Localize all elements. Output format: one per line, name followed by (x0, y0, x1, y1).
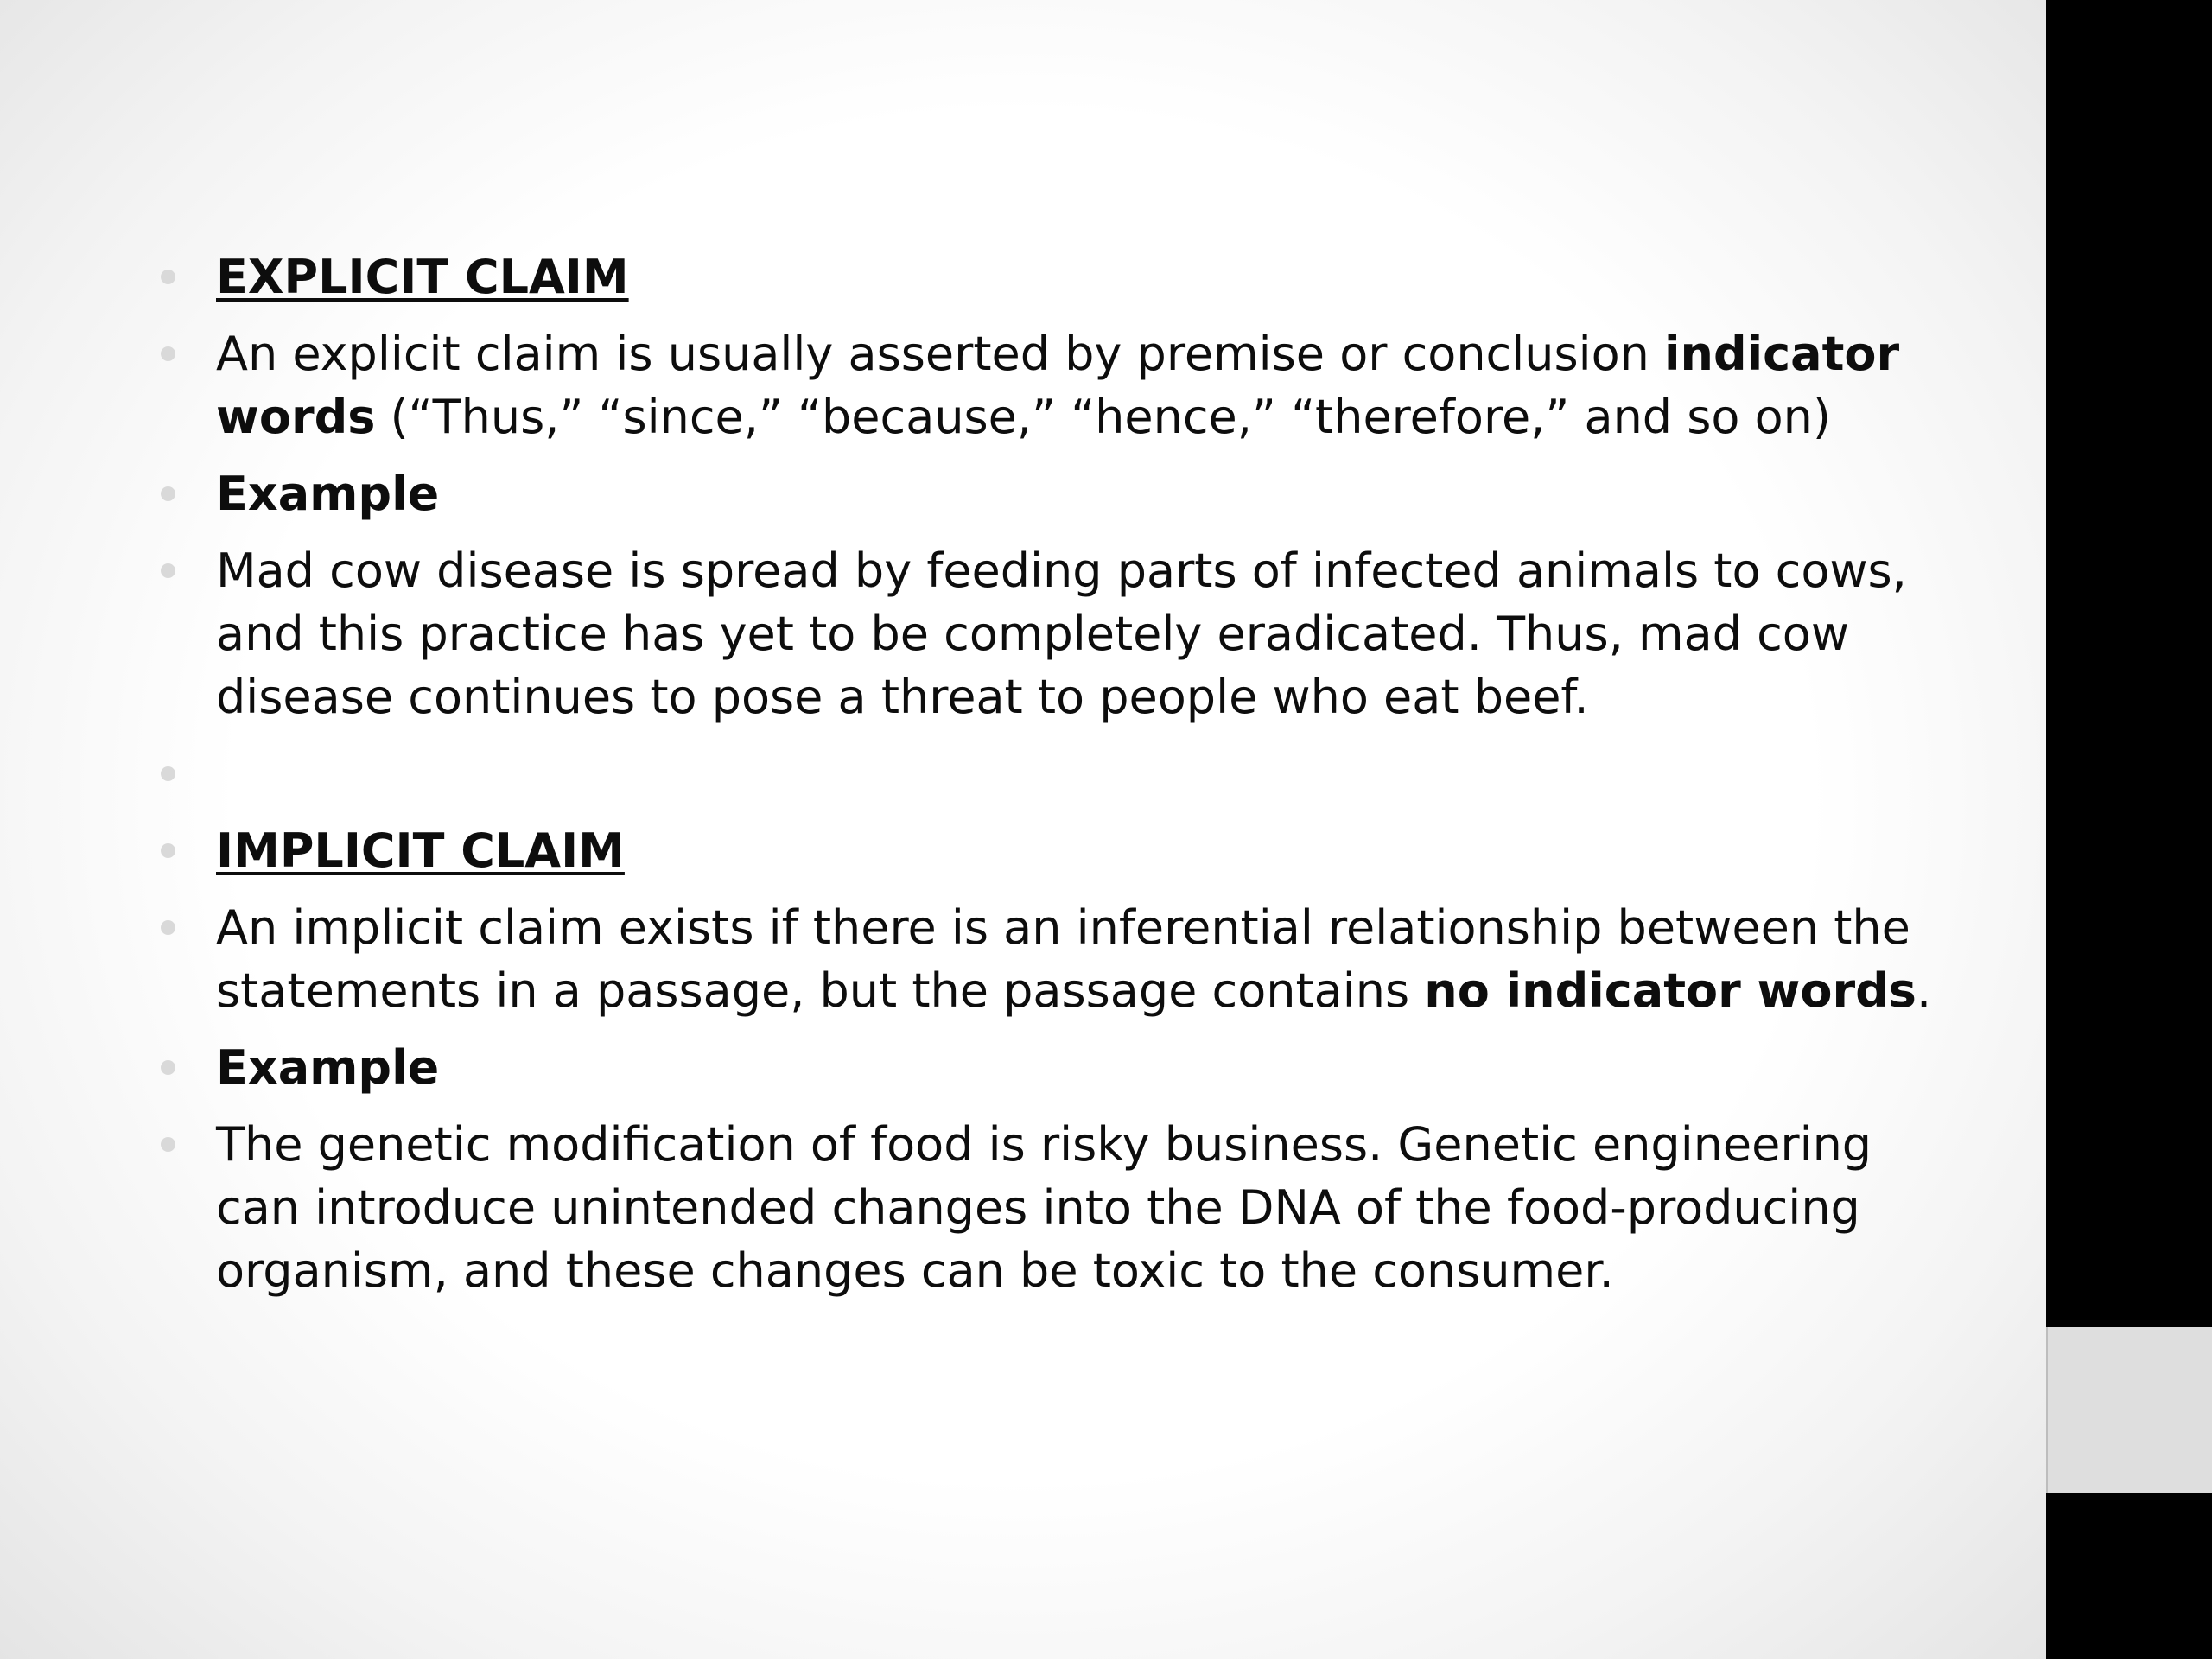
implicit-claim-heading: IMPLICIT CLAIM (216, 823, 625, 878)
side-panel-gray (2046, 1327, 2212, 1493)
bullet-dot-icon (161, 766, 175, 781)
bullet-dot-icon (161, 1137, 175, 1152)
explicit-definition-bold: indicator words (216, 327, 1900, 444)
bullet-item-implicit-example (161, 1113, 1958, 1302)
bullet-dot-icon (161, 563, 175, 578)
explicit-example-label: Example (216, 467, 440, 521)
bullet-dot-icon (161, 486, 175, 501)
bullet-dot-icon (161, 920, 175, 935)
explicit-claim-heading: EXPLICIT CLAIM (216, 250, 629, 304)
bullet-dot-icon (161, 843, 175, 858)
bullet-item-implicit-example-label (161, 1036, 1958, 1099)
bullet-item-implicit-heading (161, 819, 1958, 882)
implicit-example-label: Example (216, 1040, 440, 1095)
bullet-list (161, 245, 1958, 1316)
implicit-example-text: The genetic modification of food is risky business. Genetic engineering can introduce unintended changes into the DNA of the food-producing organism, and these changes can be toxic to the consumer. (216, 1117, 1872, 1298)
bullet-dot-icon (161, 346, 175, 361)
side-panel-black-bottom (2046, 1493, 2212, 1659)
implicit-definition-text: An implicit claim exists if there is an inferential relationship between the statements in a passage, but the passage contains (216, 900, 1910, 1018)
implicit-definition-bold: no indicator words (1424, 963, 1916, 1018)
bullet-item-implicit-definition (161, 896, 1958, 1022)
explicit-definition-text: An explicit claim is usually asserted by premise or conclusion (216, 327, 1665, 381)
bullet-item-explicit-example-label (161, 462, 1958, 525)
bullet-dot-icon (161, 1060, 175, 1075)
implicit-definition-tail: . (1916, 963, 1932, 1018)
bullet-item-explicit-definition (161, 322, 1958, 448)
side-panel-black-top (2046, 0, 2212, 1327)
bullet-item-explicit-example (161, 539, 1958, 728)
explicit-example-text: Mad cow disease is spread by feeding parts of infected animals to cows, and this practice has yet to be completely eradicated. Thus, mad cow disease continues to pose a threat to people who eat beef. (216, 543, 1907, 724)
bullet-item-empty (161, 742, 1958, 805)
explicit-definition-tail: (“Thus,” “since,” “because,” “hence,” “therefore,” and so on) (375, 390, 1831, 444)
bullet-dot-icon (161, 270, 175, 284)
empty-line (216, 742, 1958, 805)
bullet-item-explicit-heading (161, 245, 1958, 308)
